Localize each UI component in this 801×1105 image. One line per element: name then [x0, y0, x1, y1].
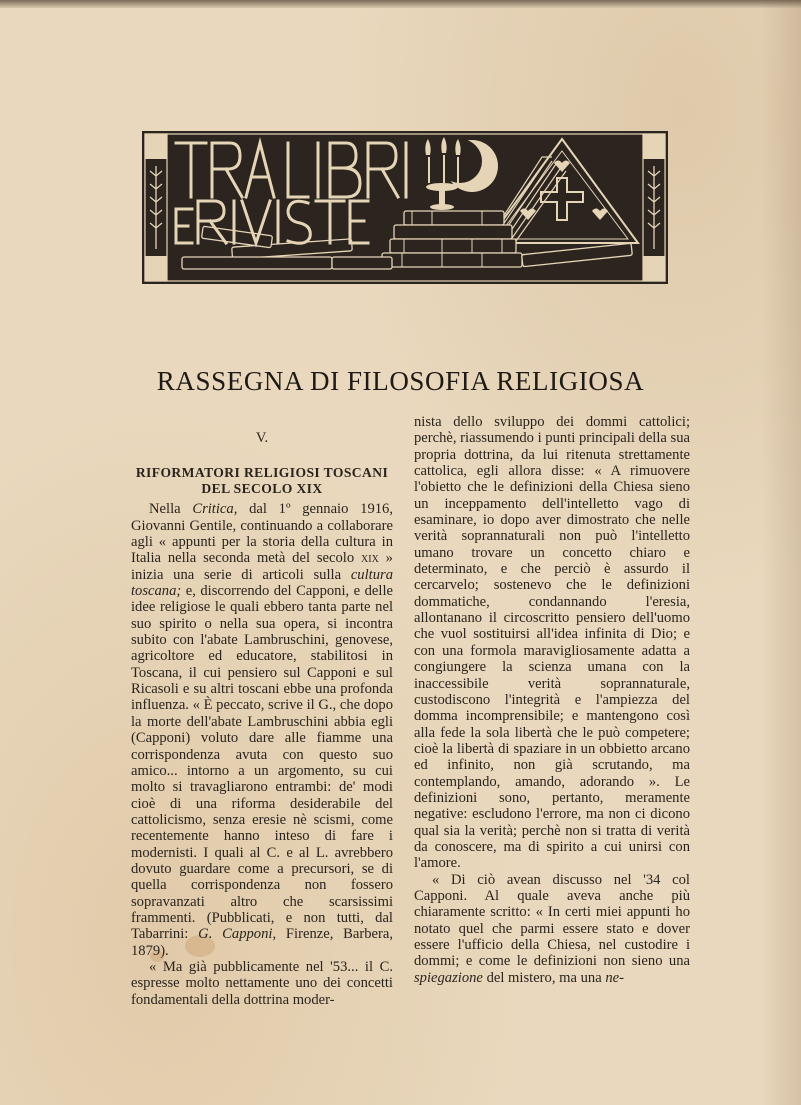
paragraph: nista dello sviluppo dei dommi cattolici; perchè, riassumendo i punti principali della sua propria dottrina, da lui ritenuta strettamente cattolica, egli allora disse: « A rimuovere l'obietto che le definizioni della Chiesa sieno un inceppamento dell'intelletto vago di esaminare, io dopo aver dimostrato che nelle verità soprannaturali non può l'intelletto umano trovare un concetto chiaro e determinato, e che perciò è assurdo il cercarvelo; sostenevo che le definizioni dommatiche, condannando l'eresia, allontanano il circoscritto pensiero dell'uomo che vuol sostituirsi all'idea infinita di Dio; e con una formola maravigliosamente adatta a congiungere la scienza umana con la inaccessibile verità soprannaturale, custodiscono l'integrità e l'ampiezza del domma incomprensibile; e mantengono così alla fede la sola libertà che le può competere; cioè la libertà di spaziare in un obbietto arcano ed infinito, non già scrutando, ma contemplando, amando, adorando ». Le definizioni sono, pertanto, meramente negative: escludono l'errore, ma non ci dicono qual sia la verità; perchè non si tratta di verità da conoscere, ma di spirito a cui unirsi con l'amore.: [414, 414, 690, 872]
banner-text: E RIVISTE: [405, 209, 411, 210]
header-banner: [142, 131, 668, 284]
page-top-edge: [0, 0, 801, 8]
page-right-shadow: [761, 0, 801, 1105]
text-column-left: [131, 430, 393, 1008]
section-heading: RIFORMATORI RELIGIOSI TOSCANI DEL SECOLO XIX: [135, 465, 389, 496]
paragraph: « Ma già pubblicamente nel '53... il C. espresse molto nettamente uno dei concetti fondamentali della dottrina moder-: [131, 958, 393, 1008]
banner-text: TRA LIBRI: [405, 208, 411, 209]
paragraph: « Di ciò avean discusso nel '34 col Capponi. Al quale aveva anche più chiaramente scritto: « In certi miei appunti ho notato quel che parmi essere stato e dover essere l'ufficio della Chiesa, nel custodire i dommi; e come le definizioni non sieno una spiegazione del mistero, ma una ne-: [414, 871, 690, 986]
text-column-right: [414, 414, 690, 986]
banner-illustration: [142, 131, 668, 284]
page-title: RASSEGNA DI FILOSOFIA RELIGIOSA: [156, 366, 645, 396]
paragraph: Nella Critica, dal 1º gennaio 1916, Giovanni Gentile, continuando a collaborare agli « appunti per la storia della cultura in Italia nella seconda metà del secolo xix » inizia una serie di articoli sulla cultura toscana; e, discorrendo del Capponi, e delle idee religiose le quali ebbero tanta parte nel suo spirito o nella sua opera, si incontra subito con l'abate Lambruschini, genovese, agricoltore ed educatore, stabilitosi in Toscana, il cui pensiero sul Capponi e sul Ricasoli e su altri toscani ebbe una profonda influenza. « È peccato, scrive il G., che dopo la morte dell'abate Lambruschini abbia egli (Capponi) voluto dare alle fiamme una corrispondenza avuta con questo suo amico... intorno a un argomento, su cui molto si travagliarono entrambi: de' modi cioè di una riforma desiderabile del cattolicismo, senza eresie nè scismi, come recentemente hanno inteso di fare i modernisti. I quali al C. e al L. avrebbero dovuto guardare come a precursori, se di quella corrispondenza non fossero sopravanzati altro che scarsissimi frammenti. (Pubblicati, e non tutti, dal Tabarrini: G. Capponi, Firenze, Barbera, 1879).: [131, 501, 393, 959]
section-number: V.: [255, 430, 269, 446]
